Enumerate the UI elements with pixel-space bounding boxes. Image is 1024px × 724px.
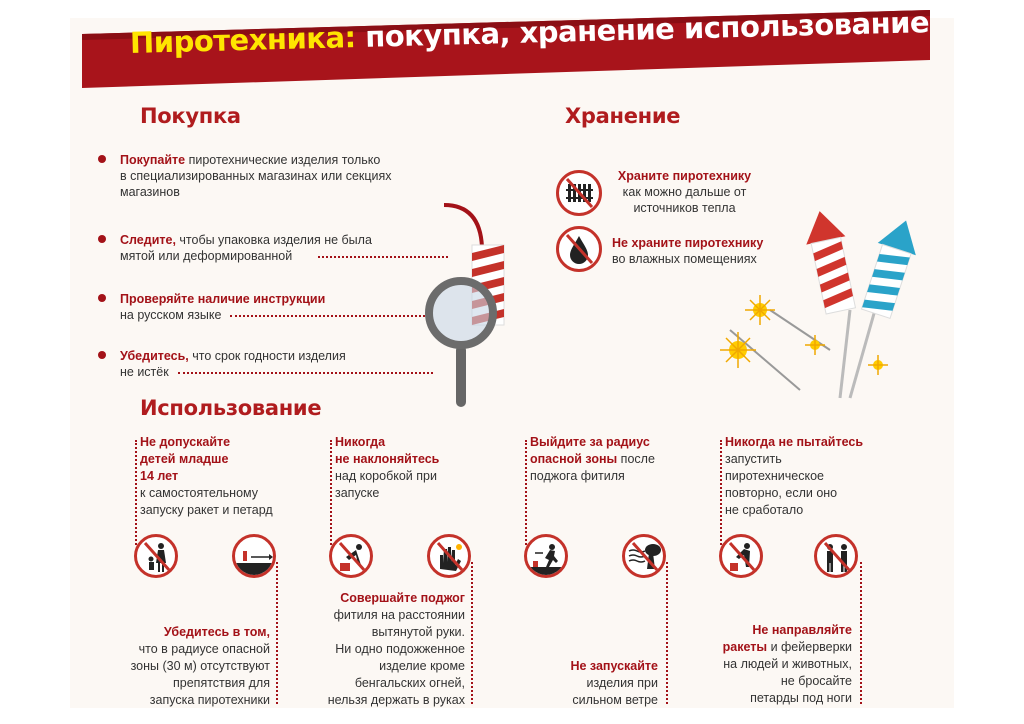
bullet [98,155,106,163]
purchase-heading: Покупка [140,104,241,128]
usage-col2-bottom: Совершайте поджог фитиля на расстоянии вытянутой руки. Ни одно подожженное изделие кроме бенгальских огней, нельзя держать в руках [327,591,465,707]
bullet [98,235,106,243]
storage-heading: Хранение [565,104,681,128]
no-wind-icon [622,534,666,578]
usage-col3-bottom: Не запускайте изделия при сильном ветре [570,659,658,707]
usage-col1-bottom: Убедитесь в том, что в радиусе опасной зоны (30 м) отсутствуют препятствия для запуска пиротехники [130,625,270,707]
rockets-sparklers-illustration [700,200,930,400]
no-children-icon [134,534,178,578]
dotted-connector [135,440,137,545]
storage-item-1: Храните пиротехнику как можно дальше от источников тепла [617,169,752,215]
usage-col2-top: Никогда не наклоняйтесь над коробкой при запуске [335,435,440,500]
dotted-connector [178,372,433,374]
no-water-drop-icon [556,226,602,272]
dotted-connector [276,562,278,704]
no-hand-firework-icon [427,534,471,578]
dotted-connector [720,440,722,545]
usage-col3-top: Выйдите за радиус опасной зоны после поджога фитиля [530,435,655,483]
page-title-rest: покупка, хранение использование [364,5,930,54]
page-title-highlight: Пиротехника: [129,20,357,60]
dotted-connector [471,562,473,704]
dotted-connector [666,562,668,704]
magnifier-firecracker-illustration [420,195,520,415]
dotted-connector [330,440,332,545]
storage-item-2: Не храните пиротехнику во влажных помещениях [612,236,764,266]
usage-heading: Использование [140,396,322,420]
dotted-connector [860,562,862,704]
no-aim-at-people-icon [814,534,858,578]
dotted-connector [230,315,425,317]
dotted-connector [525,440,527,545]
purchase-item-4: Убедитесь, что срок годности изделия не истёк [120,349,346,379]
purchase-item-2: Следите, чтобы упаковка изделия не была мятой или деформированной [120,233,372,263]
usage-col1-top: Не допускайте детей младше 14 лет к самостоятельному запуску ракет и петард [140,435,273,517]
purchase-item-3: Проверяйте наличие инструкции на русском языке [120,292,326,322]
no-heater-icon [556,170,602,216]
bullet [98,294,106,302]
no-bending-icon [329,534,373,578]
distance-arrows-icon [232,534,276,578]
usage-col4-top: Никогда не пытайтесь запустить пиротехническое повторно, если оно не сработало [725,435,864,517]
bullet [98,351,106,359]
usage-col4-bottom: Не направляйте ракеты и фейерверки на людей и животных, не бросайте петарды под ноги [722,623,852,705]
running-away-icon [524,534,568,578]
purchase-item-1: Покупайте пиротехнические изделия только в специализированных магазинах или секциях магазинов [120,153,392,199]
no-relight-icon [719,534,763,578]
